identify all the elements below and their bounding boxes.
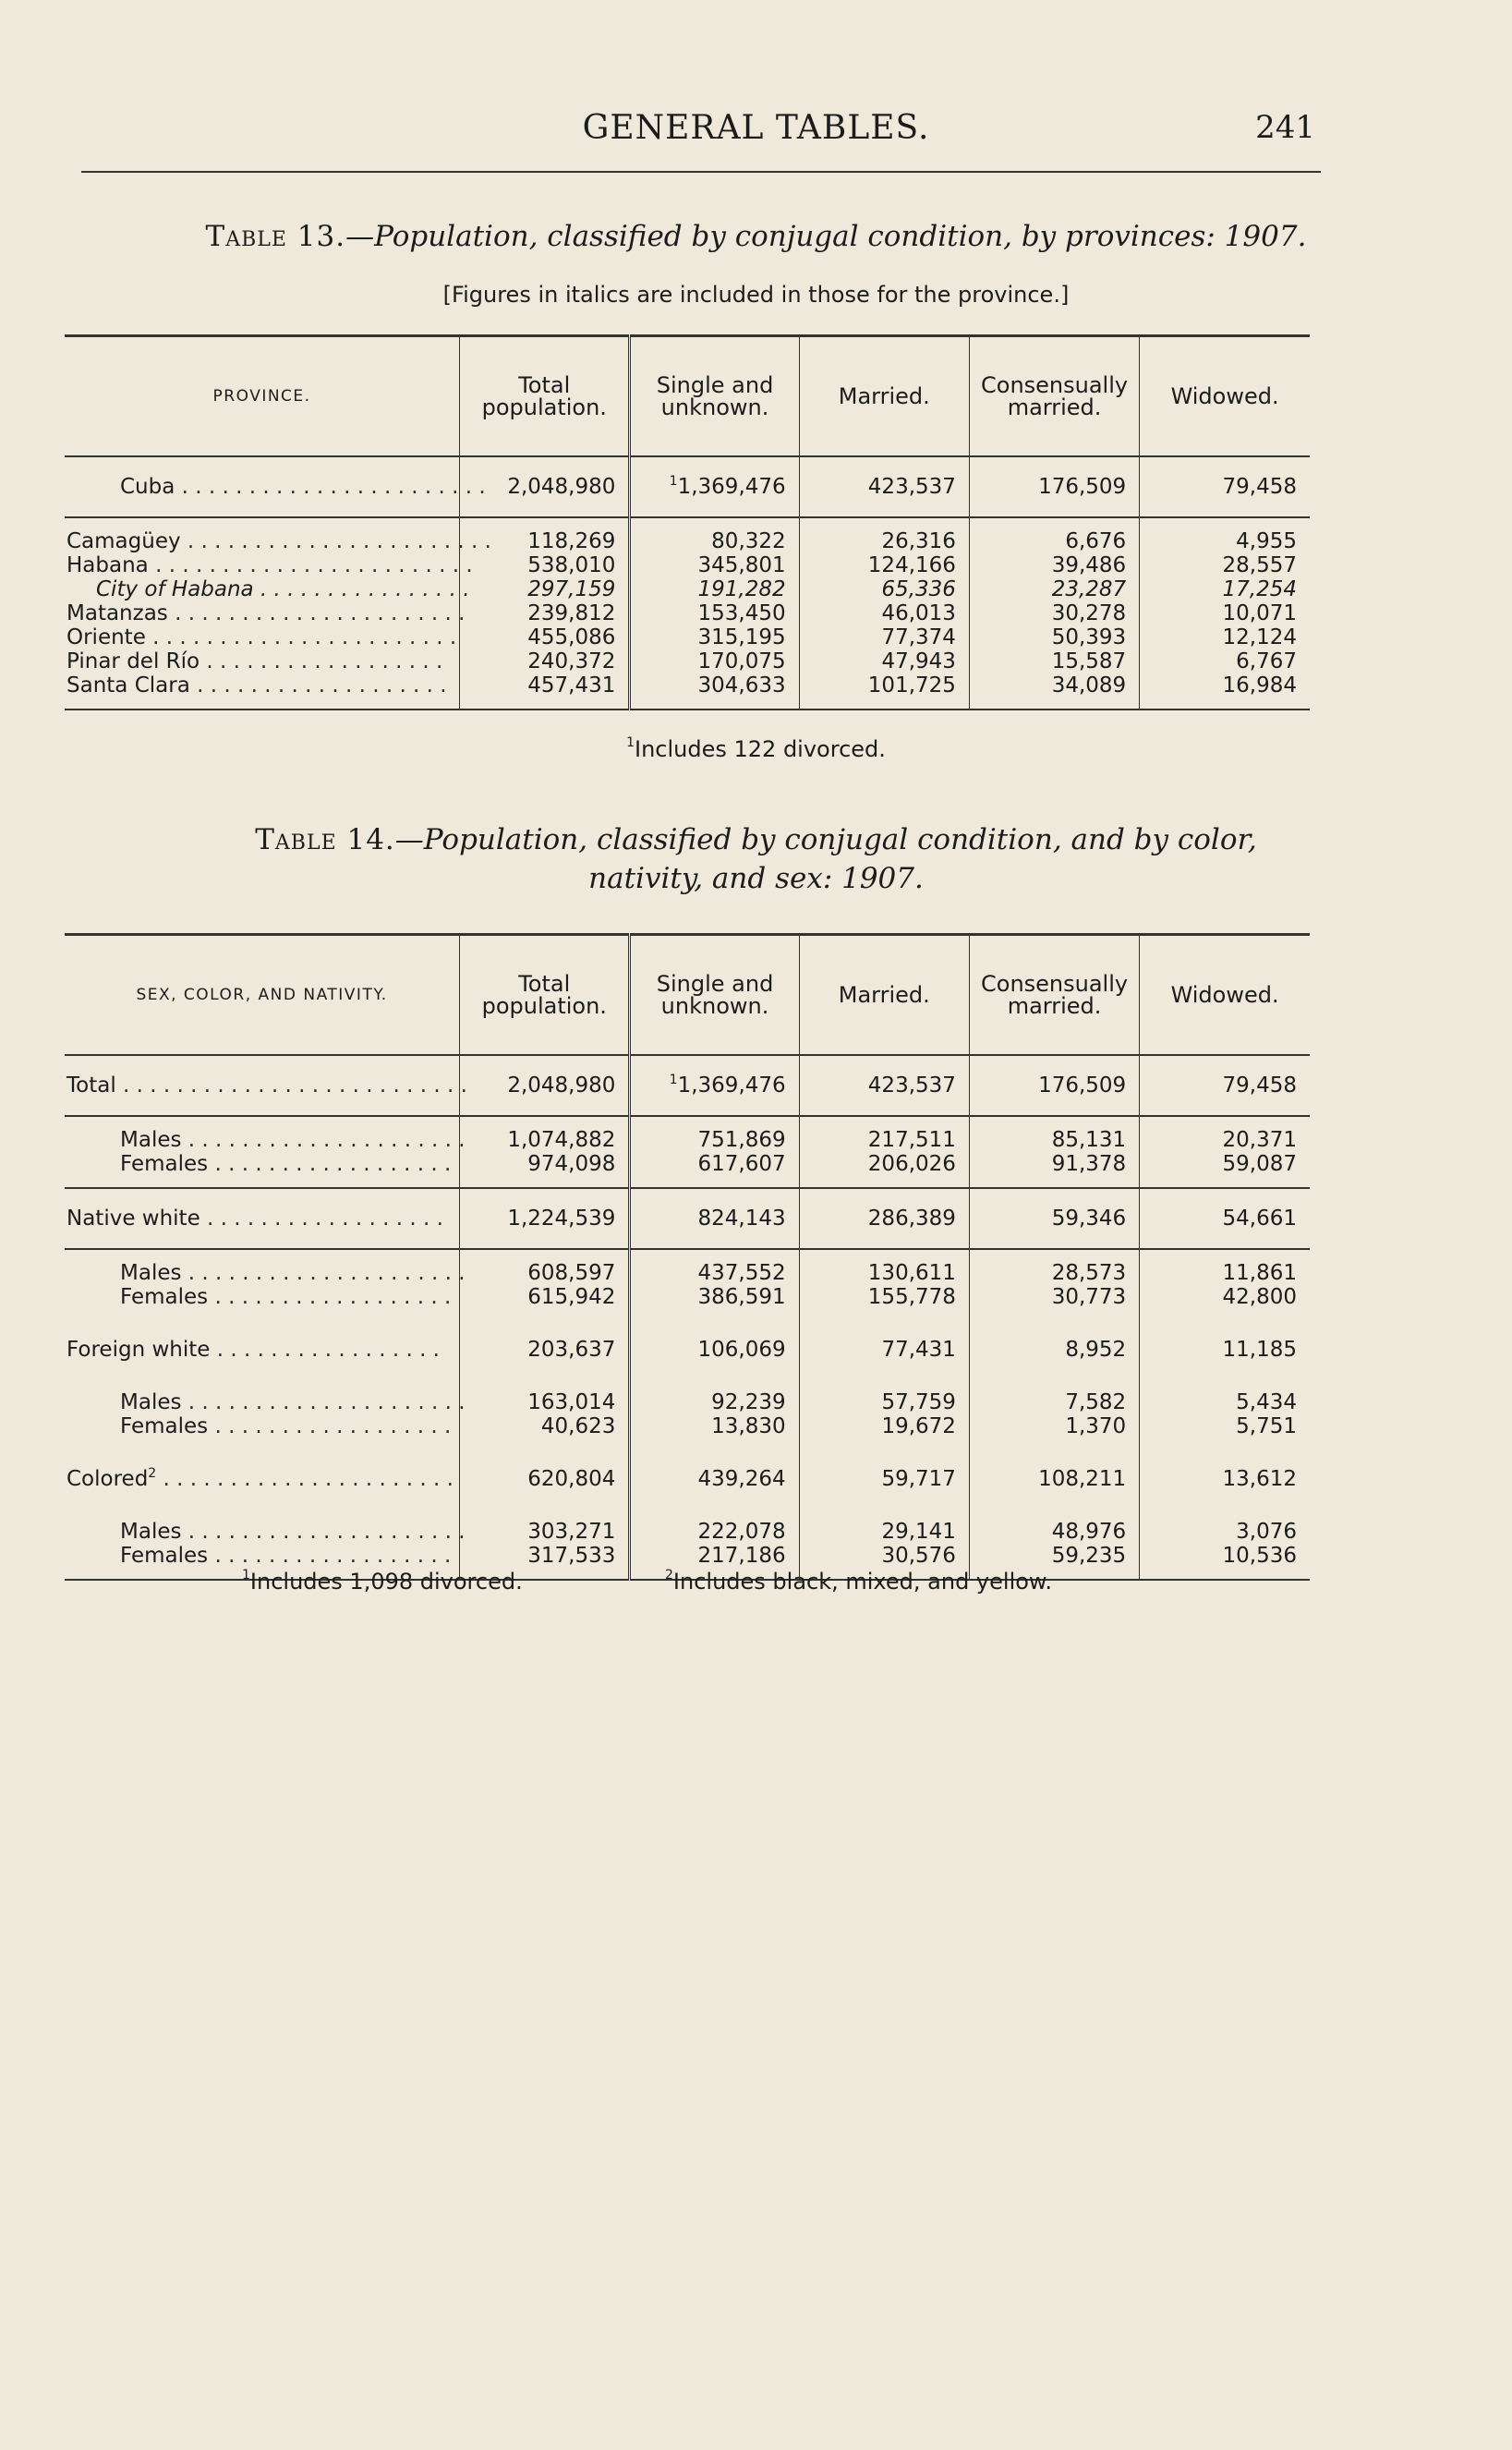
footnote-text: Includes 122 divorced.: [635, 736, 886, 762]
footnote-marker: 1: [669, 474, 678, 489]
row-label: Females: [120, 1152, 209, 1176]
footnote-text: Includes 1,098 divorced.: [249, 1569, 523, 1595]
cell: 42,800: [1140, 1285, 1310, 1320]
table13-caption-text: —Population, classified by conjugal condition, by provinces: 1907.: [345, 220, 1307, 253]
cell: 176,509: [969, 1055, 1139, 1116]
cell: 79,458: [1140, 1055, 1310, 1116]
cell: 118,269: [460, 517, 630, 553]
cell: 455,086: [460, 625, 630, 649]
table-row: Camagüey . . . . . . . . . . . . . . . . . . . . . . . 118,269 80,322 26,316 6,676 4,955: [65, 517, 1310, 553]
table-row: Oriente . . . . . . . . . . . . . . . . . . . . . . . 455,086 315,195 77,374 50,393 12,124: [65, 625, 1310, 649]
cell: 824,143: [630, 1188, 799, 1249]
cell: 59,346: [969, 1188, 1139, 1249]
table-row: Matanzas . . . . . . . . . . . . . . . . . . . . . . 239,812 153,450 46,013 30,278 10,071: [65, 601, 1310, 625]
table-row: Females . . . . . . . . . . . . . . . . . . 615,942 386,591 155,778 30,773 42,800: [65, 1285, 1310, 1320]
cell: 240,372: [460, 649, 630, 673]
cell: 124,166: [799, 553, 969, 577]
cell: 222,078: [630, 1509, 799, 1544]
cell: 1,369,476: [677, 475, 786, 499]
cell: 304,633: [630, 673, 799, 710]
cell: 1,370: [969, 1414, 1139, 1449]
row-label: Females: [120, 1414, 209, 1438]
cell: 10,071: [1140, 601, 1310, 625]
table13-col-widowed: Widowed.: [1140, 336, 1310, 457]
table-row: Cuba . . . . . . . . . . . . . . . . . . . . . . . 2,048,980 $^1$1,369,476 423,537 176,509 79,458: [65, 456, 1310, 517]
table-row: Foreign white . . . . . . . . . . . . . . . . . 203,637 106,069 77,431 8,952 11,185: [65, 1320, 1310, 1379]
cell: 10,536: [1140, 1544, 1310, 1580]
row-label: Santa Clara: [67, 673, 190, 697]
table13-col-province: PROVINCE.: [212, 387, 311, 406]
table14-body: [65, 1055, 1310, 1580]
cell: 423,537: [799, 456, 969, 517]
cell: 297,159: [460, 577, 630, 601]
cell: 15,587: [969, 649, 1139, 673]
table13-body: [65, 456, 1310, 710]
cell: 30,576: [799, 1544, 969, 1580]
cell: 20,371: [1140, 1116, 1310, 1152]
cell: 11,185: [1140, 1320, 1310, 1379]
cell: 7,582: [969, 1379, 1139, 1414]
cell: 28,557: [1140, 553, 1310, 577]
cell: 345,801: [630, 553, 799, 577]
row-label: Oriente: [67, 625, 146, 649]
cell: 457,431: [460, 673, 630, 710]
table13-col-married: Married.: [799, 336, 969, 457]
cell: 1,369,476: [677, 1073, 786, 1098]
row-label: Matanzas: [67, 601, 168, 625]
cell: 5,751: [1140, 1414, 1310, 1449]
cell: 217,186: [630, 1544, 799, 1580]
cell: 386,591: [630, 1285, 799, 1320]
cell: 206,026: [799, 1152, 969, 1188]
cell: 12,124: [1140, 625, 1310, 649]
cell: 17,254: [1140, 577, 1310, 601]
table-row: Females . . . . . . . . . . . . . . . . . . 40,623 13,830 19,672 1,370 5,751: [65, 1414, 1310, 1449]
row-label: Males: [120, 1261, 182, 1285]
table13-caption: [0, 217, 1512, 256]
row-label: Males: [120, 1390, 182, 1414]
row-label: Colored: [67, 1467, 149, 1491]
cell: 57,759: [799, 1379, 969, 1414]
cell: 59,235: [969, 1544, 1139, 1580]
cell: 46,013: [799, 601, 969, 625]
cell: 3,076: [1140, 1509, 1310, 1544]
cell: 77,431: [799, 1320, 969, 1379]
cell: 108,211: [969, 1449, 1139, 1509]
table-row: Males . . . . . . . . . . . . . . . . . . . . . 303,271 222,078 29,141 48,976 3,076: [65, 1509, 1310, 1544]
row-label: Total: [67, 1073, 116, 1098]
cell: 163,014: [460, 1379, 630, 1414]
page-number: 241: [1255, 109, 1315, 146]
cell: 439,264: [630, 1449, 799, 1509]
cell: 26,316: [799, 517, 969, 553]
table-row: Native white . . . . . . . . . . . . . . . . . . 1,224,539 824,143 286,389 59,346 54,661: [65, 1188, 1310, 1249]
row-label: Females: [120, 1544, 209, 1568]
table13-col-consensual: Consensually married.: [969, 336, 1139, 457]
cell: 217,511: [799, 1116, 969, 1152]
row-label: Females: [120, 1285, 209, 1309]
cell: 47,943: [799, 649, 969, 673]
cell: 203,637: [460, 1320, 630, 1379]
table-row: Males . . . . . . . . . . . . . . . . . . . . . 163,014 92,239 57,759 7,582 5,434: [65, 1379, 1310, 1414]
table13-note: [Figures in italics are included in those for the province.]: [442, 282, 1070, 308]
row-label: Cuba: [120, 475, 175, 499]
cell: 101,725: [799, 673, 969, 710]
running-head: [0, 102, 1512, 157]
cell: 34,089: [969, 673, 1139, 710]
table14: [65, 933, 1310, 1581]
cell: 315,195: [630, 625, 799, 649]
cell: 1,074,882: [460, 1116, 630, 1152]
cell: 239,812: [460, 601, 630, 625]
row-label: Habana: [67, 553, 149, 577]
table13-col-single: Single and unknown.: [630, 336, 799, 457]
cell: 286,389: [799, 1188, 969, 1249]
table14-col-married: Married.: [799, 935, 969, 1056]
table14-col-sex-color-nativity: SEX, COLOR, AND NATIVITY.: [136, 986, 388, 1004]
footnote-text: Includes black, mixed, and yellow.: [672, 1569, 1052, 1595]
table-row: Santa Clara . . . . . . . . . . . . . . . . . . . 457,431 304,633 101,725 34,089 16,984: [65, 673, 1310, 710]
cell: 170,075: [630, 649, 799, 673]
cell: 50,393: [969, 625, 1139, 649]
row-label: Camagüey: [67, 529, 181, 553]
table14-col-consensual: Consensually married.: [969, 935, 1139, 1056]
table14-footnote-2: [665, 1569, 1052, 1595]
cell: 153,450: [630, 601, 799, 625]
cell: 2,048,980: [460, 1055, 630, 1116]
row-label: Foreign white: [67, 1338, 211, 1362]
row-label: Males: [120, 1128, 182, 1152]
table14-caption: [0, 820, 1512, 898]
table14-footnote-1: [242, 1569, 523, 1595]
cell: 29,141: [799, 1509, 969, 1544]
cell: 974,098: [460, 1152, 630, 1188]
cell: 16,984: [1140, 673, 1310, 710]
cell: 91,378: [969, 1152, 1139, 1188]
table-row: Total . . . . . . . . . . . . . . . . . . . . . . . . . . 2,048,980 $^1$1,369,476 423,537 176,509 79,458: [65, 1055, 1310, 1116]
cell: 8,952: [969, 1320, 1139, 1379]
cell: 617,607: [630, 1152, 799, 1188]
cell: 40,623: [460, 1414, 630, 1449]
footnote-marker: 2: [148, 1466, 157, 1481]
cell: 23,287: [969, 577, 1139, 601]
footnote-marker: 2: [665, 1568, 673, 1583]
cell: 608,597: [460, 1249, 630, 1285]
footnote-marker: 1: [242, 1568, 250, 1583]
table14-header-row: [65, 935, 1310, 1056]
cell: 130,611: [799, 1249, 969, 1285]
cell: 155,778: [799, 1285, 969, 1320]
table13-col-total: Total population.: [460, 336, 630, 457]
cell: 59,087: [1140, 1152, 1310, 1188]
cell: 5,434: [1140, 1379, 1310, 1414]
cell: 4,955: [1140, 517, 1310, 553]
cell: 19,672: [799, 1414, 969, 1449]
table13: [65, 334, 1310, 710]
table14-caption-line2: nativity, and sex: 1907.: [588, 862, 924, 895]
row-label: Males: [120, 1520, 182, 1544]
table-row: Males . . . . . . . . . . . . . . . . . . . . . 608,597 437,552 130,611 28,573 11,861: [65, 1249, 1310, 1285]
cell: 85,131: [969, 1116, 1139, 1152]
header-rule: [81, 171, 1321, 173]
cell: 1,224,539: [460, 1188, 630, 1249]
cell: 48,976: [969, 1509, 1139, 1544]
running-head-title: GENERAL TABLES.: [582, 109, 930, 147]
cell: 39,486: [969, 553, 1139, 577]
cell: 11,861: [1140, 1249, 1310, 1285]
table13-label: Table 13.: [205, 220, 346, 253]
cell: 6,767: [1140, 649, 1310, 673]
cell: 751,869: [630, 1116, 799, 1152]
cell: 6,676: [969, 517, 1139, 553]
table14-col-single: Single and unknown.: [630, 935, 799, 1056]
row-label: Native white: [67, 1207, 200, 1231]
cell: 176,509: [969, 456, 1139, 517]
table-row: Females . . . . . . . . . . . . . . . . . . 317,533 217,186 30,576 59,235 10,536: [65, 1544, 1310, 1580]
cell: 28,573: [969, 1249, 1139, 1285]
table14-label: Table 14.: [255, 823, 395, 856]
table13-footnote: [0, 736, 1512, 762]
row-label: City of Habana: [96, 577, 254, 601]
row-label: Pinar del Río: [67, 649, 200, 673]
cell: 65,336: [799, 577, 969, 601]
table-row: Females . . . . . . . . . . . . . . . . . . 974,098 617,607 206,026 91,378 59,087: [65, 1152, 1310, 1188]
cell: 423,537: [799, 1055, 969, 1116]
cell: 538,010: [460, 553, 630, 577]
table-row: Pinar del Río . . . . . . . . . . . . . . . . . . 240,372 170,075 47,943 15,587 6,767: [65, 649, 1310, 673]
cell: 79,458: [1140, 456, 1310, 517]
footnote-marker: 1: [669, 1073, 678, 1087]
cell: 106,069: [630, 1320, 799, 1379]
cell: 80,322: [630, 517, 799, 553]
table-row: Habana . . . . . . . . . . . . . . . . . . . . . . . . 538,010 345,801 124,166 39,486 28,557: [65, 553, 1310, 577]
cell: 2,048,980: [460, 456, 630, 517]
cell: 303,271: [460, 1509, 630, 1544]
cell: 615,942: [460, 1285, 630, 1320]
table-row: Colored$^2$ . . . . . . . . . . . . . . . . . . . . . . 620,804 439,264 59,717 108,211 13,612: [65, 1449, 1310, 1509]
cell: 30,278: [969, 601, 1139, 625]
table14-col-total: Total population.: [460, 935, 630, 1056]
table14-col-widowed: Widowed.: [1140, 935, 1310, 1056]
cell: 620,804: [460, 1449, 630, 1509]
cell: 54,661: [1140, 1188, 1310, 1249]
table-row: Males . . . . . . . . . . . . . . . . . . . . . 1,074,882 751,869 217,511 85,131 20,371: [65, 1116, 1310, 1152]
table-row: City of Habana . . . . . . . . . . . . . . . . 297,159 191,282 65,336 23,287 17,254: [65, 577, 1310, 601]
cell: 13,612: [1140, 1449, 1310, 1509]
footnote-marker: 1: [626, 735, 635, 750]
cell: 13,830: [630, 1414, 799, 1449]
table14-caption-line1: —Population, classified by conjugal condition, and by color,: [394, 823, 1257, 856]
table13-header-row: [65, 336, 1310, 457]
cell: 437,552: [630, 1249, 799, 1285]
cell: 77,374: [799, 625, 969, 649]
cell: 92,239: [630, 1379, 799, 1414]
cell: 30,773: [969, 1285, 1139, 1320]
cell: 191,282: [630, 577, 799, 601]
cell: 59,717: [799, 1449, 969, 1509]
cell: 317,533: [460, 1544, 630, 1580]
